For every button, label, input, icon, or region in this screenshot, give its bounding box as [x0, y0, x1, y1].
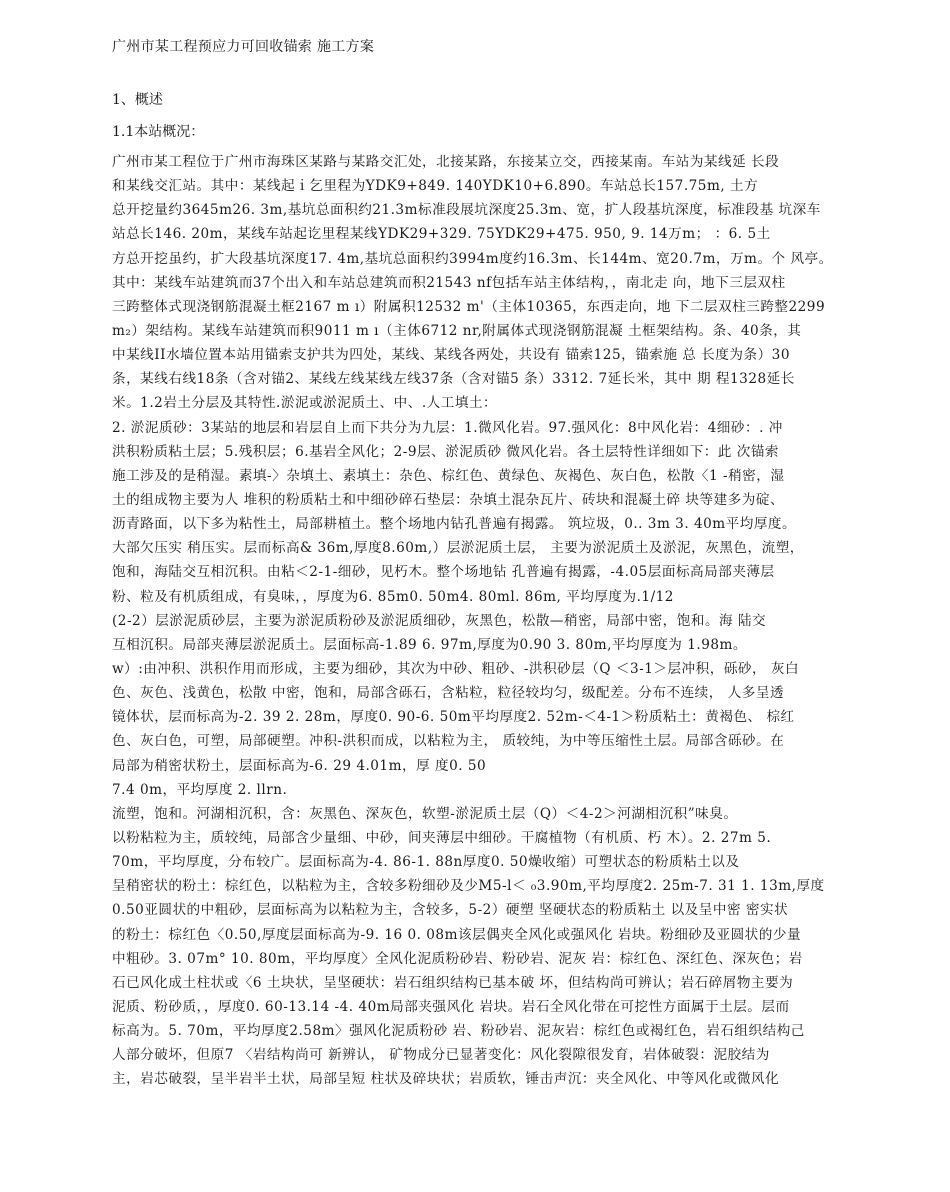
text-line: 人部分破坏，但原7 〈岩结构尚可 新辨认， 矿物成分已显著变化：风化裂隙很发育，岩体破裂：泥胶结为 — [112, 1047, 770, 1064]
text-line: 中粗砂。3. 07m° 10. 80m，平均厚度〉全风化泥质粉砂岩、粉砂岩、泥灰 岩：棕红色、深红色、深灰色；岩 — [112, 950, 803, 967]
text-line: 总开挖量约3645m26. 3m,基坑总面积约21.3m标准段展坑深度25.3m、宽，扩人段基坑深度，标准段基 坑深车 — [112, 202, 821, 219]
text-line: 方总开挖虽约，扩大段基坑深度17. 4m,基坑总面积约3994m度约16.3m、长144m、宽20.7m，万m。个 风亭。 — [112, 250, 833, 267]
text-line: 的粉土：棕红色〈0.50,厚度层面标高为-9. 16 0. 08m该层偶夹全风化或强风化 岩块。粉细砂及亚圆状的少量 — [112, 926, 802, 943]
text-line: 局部为稍密状粉土，层面标高为-6. 29 4.01m，厚 度0. 50 — [112, 757, 487, 774]
text-line: 2. 淤泥质砂：3某站的地层和岩层自上而下共分为九层：1.微风化岩。97.强风化：8中风化岩：4细砂：. 冲 — [112, 419, 783, 436]
text-line: 标高为。5. 70m，平均厚度2.58m〉强风化泥质粉砂 岩、粉砂岩、泥灰岩：棕红色或褐红色，岩石组织结构己 — [112, 1023, 805, 1040]
section-title: 1、概述 — [112, 92, 163, 108]
text-line: 中某线II水墙位置本站用锚索支护共为四处，某线、某线各两处，共设有 锚索125，锚索施 总 长度为条）30 — [112, 347, 790, 364]
text-line: 其中：某线车站建筑而37个出入和车站总建筑而积21543 nf包括车站主体结构，，南北走 向，地下三层双柱 — [112, 274, 786, 291]
text-line: 镜体状，层而标高为-2. 39 2. 28m，厚度0. 90-6. 50m平均厚度2. 52m-＜4-1＞粉质粘土：黄褐色、 棕红 — [112, 709, 795, 726]
text-line: 以粉粘粒为主，质较纯，局部含少量细、中砂，间夹薄层中细砂。干腐植物（有机质、朽 木）。2. 27m 5. — [112, 829, 772, 846]
text-line: 主，岩芯破裂，呈半岩半土状，局部呈短 柱状及碎块状；岩质软，锤击声沉：夹全风化、中等风化或微风化 — [112, 1071, 780, 1088]
text-line: 土的组成物主要为人 堆积的粉质粘土和中细砂碎石垫层：杂填土混杂瓦片、砖块和混凝土碎 块等建多为碇、 — [112, 491, 785, 508]
text-line: 沥青路面，以下多为粘性土，局部耕植土。整个场地内钻孔普遍有揭露。 筑垃圾，0.. 3m 3. 40m平均厚度。 — [112, 516, 797, 533]
text-line: 泥质、粉砂质，，厚度0. 60-13.14 -4. 40m局部夹强风化 岩块。岩石全风化带在可挖性方面属于土层。层而 — [112, 998, 790, 1015]
text-line: 70m，平均厚度，分布较广。层面标高为-4. 86-1. 88n厚度0. 50燥收缩）可塑状态的粉质粘土以及 — [112, 854, 740, 871]
subsection-title: 1.1本站概况： — [112, 124, 205, 140]
text-line: 互相沉积。局部夹薄层淤泥质土。层面标高-1.89 6. 97m,厚度为0.90 3. 80m,平均厚度为 1.98m。 — [112, 636, 747, 653]
text-line: 洪积粉质粘土层；5.残积层；6.基岩全风化；2-9层、淤泥质砂 微风化岩。各土层特性详细如下：此 次锚索 — [112, 443, 780, 460]
text-line: 条，某线右线18条（含对锚2、某线左线某线左线37条（含对锚5 条）3312. 7延长米，其中 期 程1328延长 — [112, 371, 795, 388]
text-line: 0.50亚圆状的中粗砂，层面标高为以粘粒为主，含较多，5-2）硬塑 坚硬状态的粉质粘土 以及呈中密 密实状 — [112, 902, 789, 919]
text-line: 色、灰色、浅黄色，松散 中密，饱和，局部含砾石，含粘粒，粒径较均匀，级配差。分布不连续， 人多呈透 — [112, 685, 785, 702]
text-line: 米。1.2岩土分层及其特性.淤泥或淤泥质土、中、.人工填土： — [112, 395, 498, 412]
text-line: 大部欠压实 稍压实。层而标高& 36m,厚度8.60m,）层淤泥质土层， 主要为淤泥质土及淤泥，灰黑色，流塑， — [112, 540, 804, 557]
text-line: 和某线交汇站。其中：某线起ｉ乞里程为YDK9+849. 140YDK10+6.890。车站总长157.75m, 土方 — [112, 178, 759, 195]
text-line: 色、灰白色，可塑，局部硬塑。冲积-洪积而成，以粘粒为主， 质较纯，为中等压缩性土层。局部含砾砂。在 — [112, 733, 785, 750]
text-line: 石已风化成土柱状或〈6 土块状，呈坚硬状：岩石组织结构已基本破 坏，但结构尚可辨认；岩石碎屑物主要为 — [112, 974, 794, 991]
text-line: 呈稍密状的粉土：棕红色，以粘粒为主，含较多粉细砂及少M5-l＜ ₀3.90m,平均厚度2. 25m-7. 31 1. 13m,厚度 — [112, 878, 825, 895]
text-line: (2-2）层淤泥质砂层，主要为淤泥质粉砂及淤泥质细砂，灰黑色，松散—稍密，局部中密，饱和。海 陆交 — [112, 612, 767, 629]
text-line: 饱和，海陆交互相沉积。由粘＜2-1-细砂，见朽木。整个场地钻 孔普遍有揭露，-4.05层面标高局部夹薄层 — [112, 564, 775, 581]
text-line: 流塑，饱和。河湖相沉积，含：灰黑色、深灰色，软塑-淤泥质土层（Q）＜4-2＞河湖相沉积”味臭。 — [112, 805, 738, 822]
text-line: 广州市某工程位于广州市海珠区某路与某路交汇处，北接某路，东接某立交，西接某南。车站为某线延 长段 — [112, 154, 780, 170]
text-line: 三跨整体式现浇钢筋混凝土框2167 m ı）附属积12532 m'（主体10365，东西走向，地 下二层双柱三跨整2299 — [112, 298, 826, 315]
text-line: 粉、粒及有机质组成，有臭味，，厚度为6. 85m0. 50m4. 80ml. 86m, 平均厚度为.1/12 — [112, 588, 674, 605]
text-line: 7.4 0m，平均厚度 2. llrn. — [112, 781, 288, 798]
text-line: w）:由冲积、洪积作用而形成，主要为细砂，其次为中砂、粗砂、-洪积砂层（Q ＜3-1＞层冲积，砾砂， 灰白 — [112, 660, 800, 677]
text-line: 施工涉及的是稍湿。素填-〉杂填土、素填土：杂色、棕红色、黄绿色、灰褐色、灰白色，松散〈1 -稍密，湿 — [112, 467, 785, 484]
body-text — [112, 150, 842, 1091]
text-line: m₂）架结构。某线车站建筑而积9011 m ı（主体6712 nr,附属体式现浇钢筋混凝 土框架结构。条、40条，其 — [112, 322, 802, 339]
text-line: 站总长146. 20m，某线车站起讫里程某线YDK29+329. 75YDK29+475. 950, 9. 14万m； ：6. 5土 — [112, 226, 771, 243]
document-header: 广州市某工程预应力可回收锚索 施工方案 — [112, 39, 375, 55]
